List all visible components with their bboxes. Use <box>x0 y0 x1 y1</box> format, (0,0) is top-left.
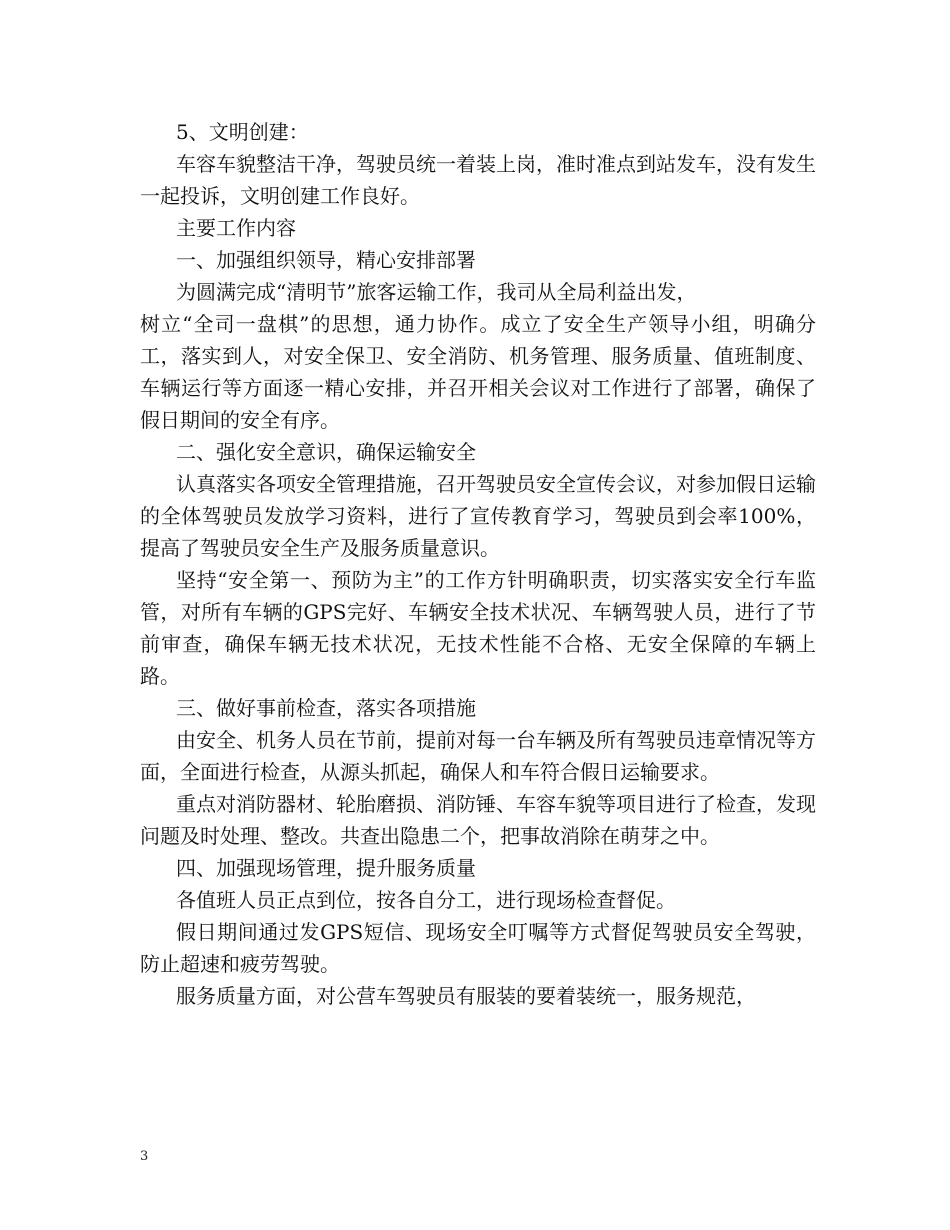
heading-section-3: 三、做好事前检查，落实各项措施 <box>176 696 476 720</box>
document-body <box>140 116 816 1012</box>
heading-section-1: 一、加强组织领导，精心安排部署 <box>176 248 476 272</box>
paragraph-section-4b: 假日期间通过发GPS短信、现场安全叮嘱等方式督促驾驶员安全驾驶，防止超速和疲劳驾驶。 <box>140 920 816 976</box>
heading-main-work: 主要工作内容 <box>176 216 296 240</box>
paragraph-civilization: 车容车貌整洁干净，驾驶员统一着装上岗，准时准点到站发车，没有发生一起投诉，文明创建工作良好。 <box>140 152 816 208</box>
paragraph-section-2b: 坚持“安全第一、预防为主”的工作方针明确职责，切实落实安全行车监管，对所有车辆的GPS完好、车辆安全技术状况、车辆驾驶人员，进行了节前审查，确保车辆无技术状况，无技术性能不合格、无安全保障的车辆上路。 <box>140 568 816 688</box>
paragraph-section-2a: 认真落实各项安全管理措施，召开驾驶员安全宣传会议，对参加假日运输的全体驾驶员发放学习资料，进行了宣传教育学习，驾驶员到会率100%，提高了驾驶员安全生产及服务质量意识。 <box>140 472 816 560</box>
heading-section-2: 二、强化安全意识，确保运输安全 <box>176 440 476 464</box>
heading-section-4: 四、加强现场管理，提升服务质量 <box>176 856 476 880</box>
paragraph-section-1a: 为圆满完成“清明节”旅客运输工作，我司从全局利益出发， <box>176 280 697 304</box>
paragraph-section-3a: 由安全、机务人员在节前，提前对每一台车辆及所有驾驶员违章情况等方面，全面进行检查，从源头抓起，确保人和车符合假日运输要求。 <box>140 728 816 784</box>
page-number: 3 <box>140 1149 149 1164</box>
paragraph-section-3b: 重点对消防器材、轮胎磨损、消防锤、车容车貌等项目进行了检查，发现问题及时处理、整改。共查出隐患二个，把事故消除在萌芽之中。 <box>140 792 816 848</box>
section-heading-civilization: 5、文明创建： <box>176 120 309 144</box>
paragraph-section-4c: 服务质量方面，对公营车驾驶员有服装的要着装统一，服务规范， <box>176 984 756 1008</box>
paragraph-section-1b: 树立“全司一盘棋”的思想，通力协作。成立了安全生产领导小组，明确分工，落实到人，对安全保卫、安全消防、机务管理、服务质量、值班制度、车辆运行等方面逐一精心安排，并召开相关会议对工作进行了部署，确保了假日期间的安全有序。 <box>140 312 816 432</box>
paragraph-section-4a: 各值班人员正点到位，按各自分工，进行现场检查督促。 <box>176 888 676 912</box>
